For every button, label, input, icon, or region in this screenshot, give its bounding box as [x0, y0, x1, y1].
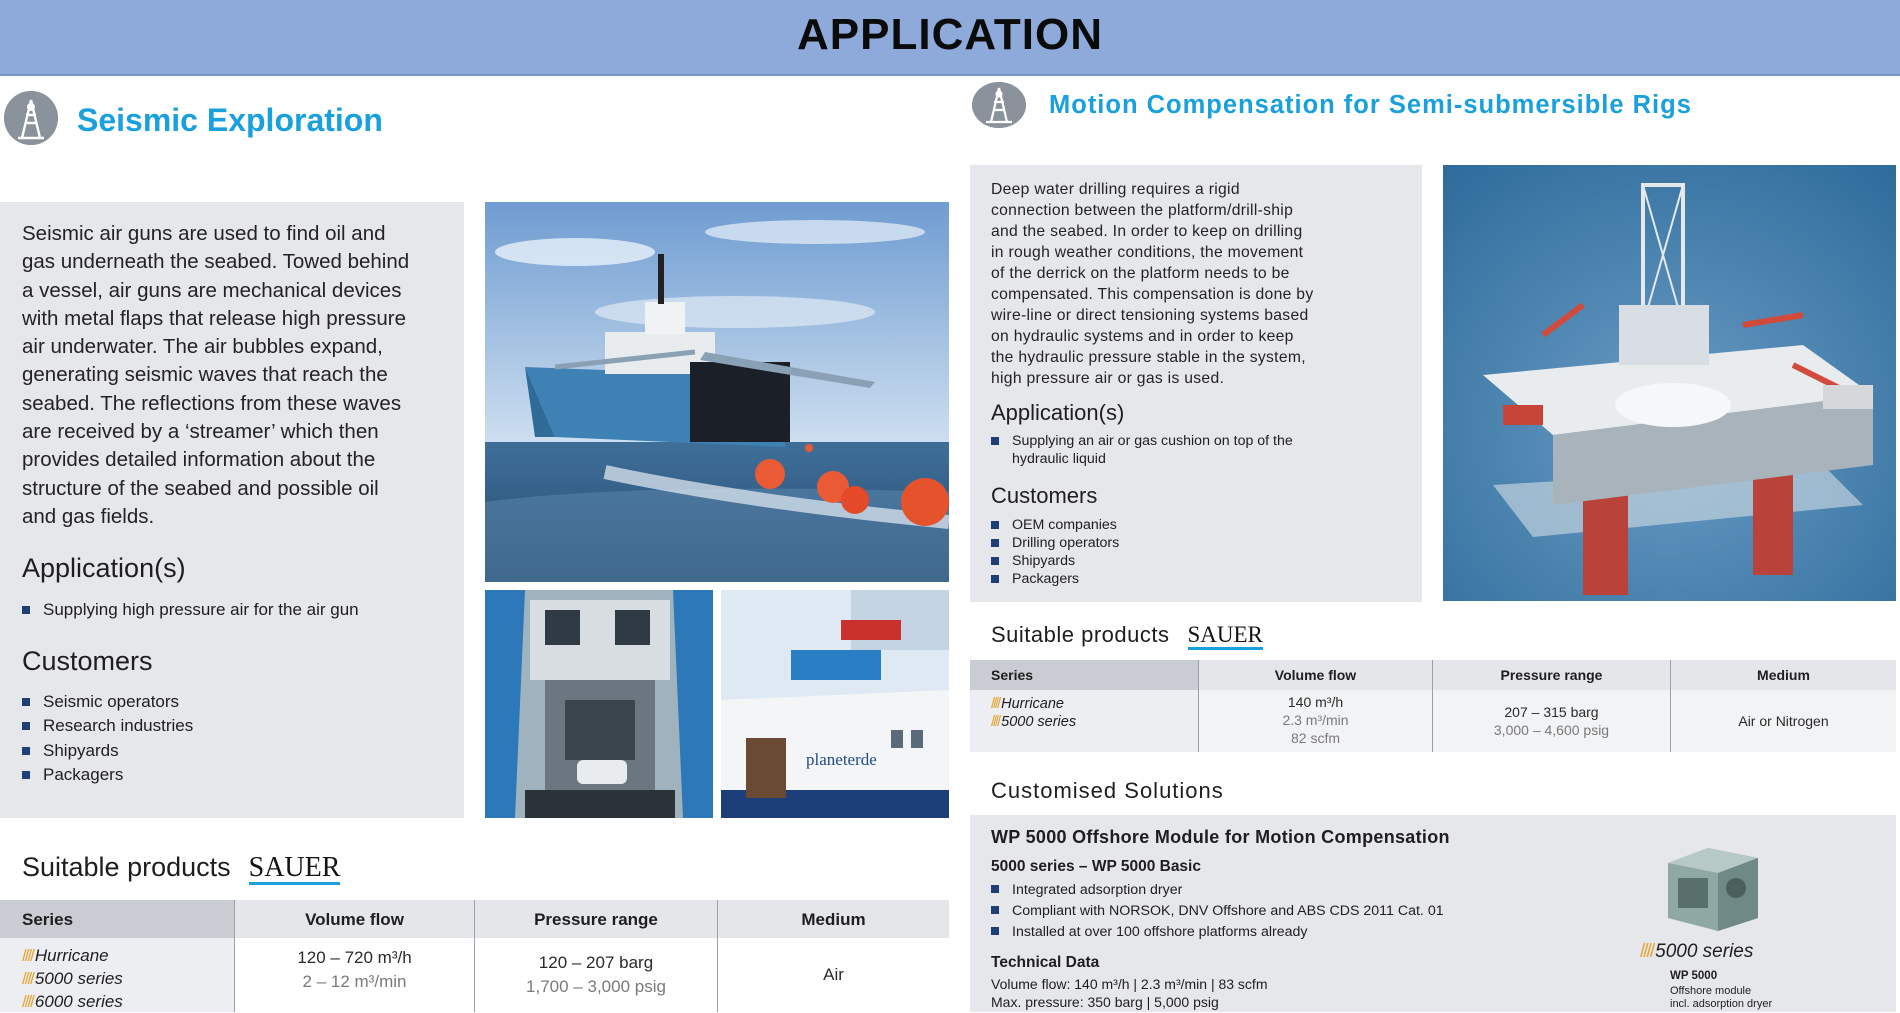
custom-title: WP 5000 Offshore Module for Motion Compensation	[991, 827, 1450, 847]
list-item: Drilling operators	[991, 534, 1119, 552]
table-row	[970, 690, 1896, 752]
applications-heading: Application(s)	[22, 553, 186, 583]
sauer-brand-logo: SAUER	[249, 853, 341, 885]
seismic-info-panel	[0, 202, 464, 818]
series-6000: //// 6000 series	[22, 992, 123, 1011]
pressure-cell: 207 – 315 barg 3,000 – 4,600 psig	[1432, 690, 1670, 752]
custom-subtitle: 5000 series – WP 5000 Basic	[991, 858, 1201, 875]
suitable-products-label: Suitable products	[22, 852, 231, 882]
list-item: OEM companies	[991, 516, 1119, 534]
seismic-vessel-photo	[485, 202, 949, 582]
oil-rig-logo-icon	[4, 91, 58, 145]
motion-products-table	[970, 660, 1896, 752]
tech-data-lines: Volume flow: 140 m³/h | 2.3 m³/min | 83 scfm Max. pressure: 350 barg | 5,000 psig	[991, 976, 1268, 1010]
list-item: Research industries	[22, 714, 193, 738]
list-item: Seismic operators	[22, 690, 193, 714]
wp5000-name: WP 5000	[1670, 970, 1718, 982]
suitable-products-left	[22, 852, 340, 885]
series-5000: //// 5000 series	[991, 714, 1077, 730]
wp5000-module-image	[1658, 833, 1768, 933]
list-item: Compliant with NORSOK, DNV Offshore and ABS CDS 2011 Cat. 01	[991, 901, 1444, 922]
series-5000: //// 5000 series	[22, 969, 123, 988]
suitable-products-right	[991, 622, 1263, 650]
list-item: Packagers	[22, 763, 193, 787]
suitable-products-label: Suitable products	[991, 622, 1170, 647]
customers-heading: Customers	[991, 483, 1098, 508]
medium-cell: Air or Nitrogen	[1670, 690, 1896, 752]
pressure-cell: 120 – 207 barg 1,700 – 3,000 psig	[474, 938, 717, 1012]
list-item: Integrated adsorption dryer	[991, 880, 1444, 901]
motion-info-panel	[970, 165, 1422, 602]
page-banner	[0, 0, 1900, 76]
th-pressure: Pressure range	[1432, 660, 1670, 690]
list-item: Supplying an air or gas cushion on top of the hydraulic liquid	[991, 432, 1293, 468]
sauer-brand-logo: SAUER	[1188, 623, 1263, 650]
seismic-description: Seismic air guns are used to find oil and gas underneath the seabed. Towed behind a vessel, air guns are mechanical devices with metal flaps that release high pressure air underwater. The air bubbles expand, generating seismic waves that reach the seabed. The reflections from these waves are received by a ‘streamer’ which then provides detailed information about the structure of the seabed and possible oil and gas fields.	[22, 222, 410, 528]
series-hurricane: //// Hurricane	[991, 696, 1064, 712]
page-title: APPLICATION	[797, 10, 1103, 59]
volume-cell: 120 – 720 m³/h 2 – 12 m³/min	[234, 938, 474, 1012]
semi-submersible-rig-photo	[1443, 165, 1896, 601]
table-row	[0, 938, 949, 1012]
series-cell	[0, 938, 234, 1012]
th-pressure: Pressure range	[474, 900, 717, 938]
seismic-products-table	[0, 900, 949, 1012]
th-volume: Volume flow	[1198, 660, 1432, 690]
motion-description: Deep water drilling requires a rigid connection between the platform/drill-ship and the seabed. In order to keep on drilling in rough weather conditions, the movement of the derrick on the platform needs to be compensated. This compensation is done by wire-line or direct tensioning systems based on hydraulic systems and in order to keep the hydraulic pressure stable in the system, high pressure air or gas is used.	[991, 181, 1314, 387]
customers-list	[991, 516, 1119, 588]
customers-list	[22, 690, 193, 788]
oil-rig-logo-icon	[972, 82, 1026, 128]
list-item: Shipyards	[22, 739, 193, 763]
table-header	[970, 660, 1896, 690]
engine-room-photo	[485, 590, 713, 818]
customised-solutions-heading: Customised Solutions	[991, 778, 1224, 803]
ship-name-text: planeterde	[806, 750, 877, 769]
series-cell	[970, 690, 1198, 752]
series-hurricane: //// Hurricane	[22, 946, 109, 965]
section-title-motion: Motion Compensation for Semi-submersible Rigs	[1049, 91, 1692, 119]
customers-heading: Customers	[22, 646, 153, 676]
research-ship-photo	[721, 590, 949, 818]
table-header	[0, 900, 949, 938]
list-item: Supplying high pressure air for the air gun	[22, 598, 359, 622]
th-series: Series	[0, 900, 234, 938]
th-volume: Volume flow	[234, 900, 474, 938]
medium-cell: Air	[717, 938, 949, 1012]
custom-features-list	[991, 880, 1444, 943]
wp5000-series-label: //// 5000 series	[1640, 941, 1754, 962]
th-medium: Medium	[717, 900, 949, 938]
tech-data-heading: Technical Data	[991, 954, 1100, 971]
applications-list	[22, 598, 359, 622]
list-item: Shipyards	[991, 552, 1119, 570]
applications-heading: Application(s)	[991, 400, 1125, 425]
customised-solutions-panel	[970, 815, 1896, 1012]
applications-list	[991, 432, 1293, 468]
th-medium: Medium	[1670, 660, 1896, 690]
volume-cell: 140 m³/h 2.3 m³/min 82 scfm	[1198, 690, 1432, 752]
th-series: Series	[970, 660, 1198, 690]
section-title-seismic: Seismic Exploration	[77, 102, 383, 138]
list-item: Packagers	[991, 570, 1119, 588]
wp5000-description: Offshore module incl. adsorption dryer	[1670, 985, 1773, 1010]
list-item: Installed at over 100 offshore platforms already	[991, 922, 1444, 943]
